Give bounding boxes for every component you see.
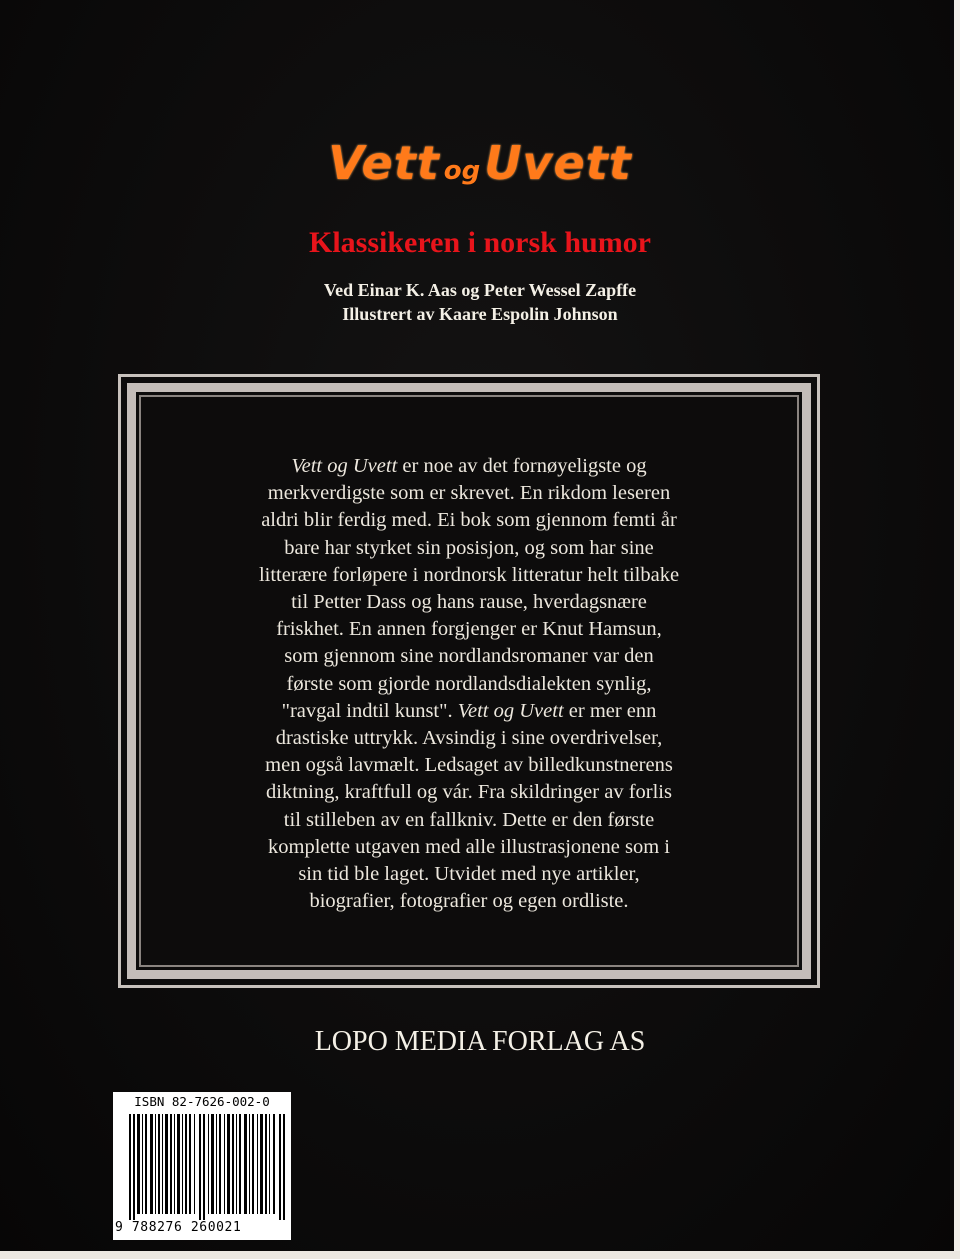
blurb-line: litterære forløpere i nordnorsk litteratur helt tilbake [258,563,680,586]
blurb-line [155,453,783,480]
book-subtitle: Klassikeren i norsk humor [309,226,651,259]
blurb-line: men også lavmælt. Ledsaget av billedkunstnerens [265,754,673,777]
blurb-line: drastiske uttrykk. Avsindig i sine overdrivelser, [275,727,663,750]
blurb-frame-inner [139,395,799,967]
blurb-line: biografier, fotografier og egen ordliste. [309,890,629,913]
blurb-line: som gjennom sine nordlandsromaner var den [284,645,654,668]
blurb-line: friskhet. En annen forgjenger er Knut Hamsun, [276,618,662,641]
blurb-fragment: er mer enn [563,699,657,722]
blurb-title-italic: Vett og Uvett [291,455,398,477]
logo-word-uvett: Uvett [484,136,632,190]
blurb-title-italic: Vett og Uvett [457,699,564,722]
book-title-logo [0,136,960,190]
blurb-line: merkverdigste som er skrevet. En rikdom leseren [267,482,671,505]
blurb-line: aldri blir ferdig med. Ei bok som gjennom femti år [261,509,677,532]
credits [0,278,960,326]
ean-number: 9 788276 260021 [115,1220,242,1235]
barcode-bars [129,1114,289,1220]
blurb-line: til Petter Dass og hans rause, hverdagsnære [291,591,647,614]
blurb-frame [118,374,820,988]
blurb-line: bare har styrket sin posisjon, og som har sine [284,536,654,559]
publisher-name: LOPO MEDIA FORLAG AS [314,1026,646,1057]
blurb-fragment: er noe av det fornøyeligste og [397,455,647,477]
authors-line: Ved Einar K. Aas og Peter Wessel Zapffe [323,280,637,300]
blurb-line: komplette utgaven med alle illustrasjonene som i [268,835,670,858]
blurb-frame-band [127,383,811,979]
logo-word-og: og [443,156,481,186]
blurb-line: første som gjorde nordlandsdialekten synlig, [286,672,652,695]
isbn-barcode [113,1092,291,1240]
blurb-fragment: "ravgal indtil kunst". [281,699,458,722]
blurb-line: sin tid ble laget. Utvidet med nye artikler, [298,863,640,886]
illustrator-line: Illustrert av Kaare Espolin Johnson [342,304,618,324]
blurb-line: til stilleben av en fallkniv. Dette er den første [283,808,655,831]
cover-edge-right [954,0,960,1259]
cover-edge-bottom [0,1251,960,1259]
blurb-line: diktning, kraftfull og vár. Fra skildringer av forlis [266,781,672,804]
blurb-line [155,698,783,725]
isbn-number: ISBN 82-7626-002-0 [134,1094,270,1109]
logo-word-vett: Vett [328,136,440,190]
blurb-text [155,453,783,915]
